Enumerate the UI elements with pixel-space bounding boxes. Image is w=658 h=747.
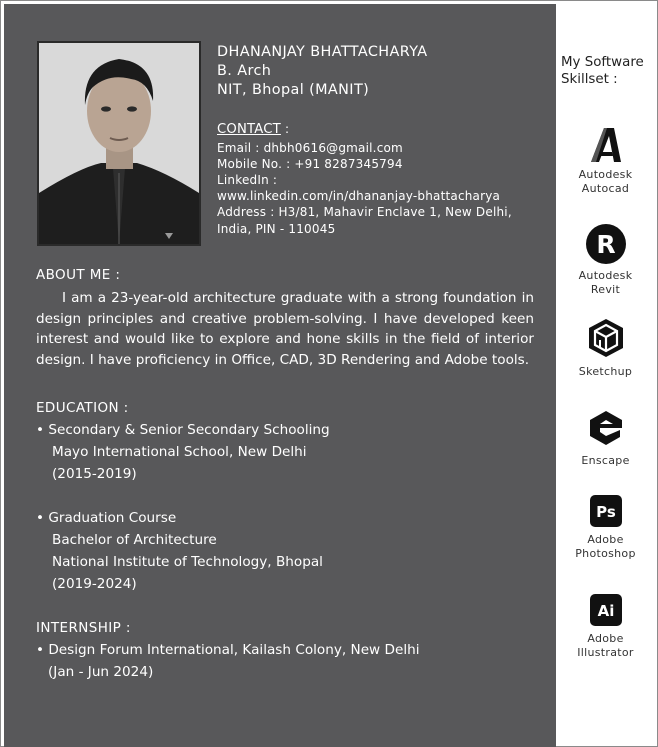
skill-label: Autodesk bbox=[578, 168, 633, 181]
about-heading: ABOUT ME : bbox=[36, 267, 121, 283]
candidate-name: DHANANJAY BHATTACHARYA bbox=[217, 44, 428, 60]
svg-text:Ai: Ai bbox=[597, 602, 614, 620]
education-title: • Secondary & Senior Secondary Schooling bbox=[36, 422, 330, 438]
college: NIT, Bhopal (MANIT) bbox=[217, 82, 370, 98]
skills-sidebar bbox=[557, 4, 654, 745]
svg-text:R: R bbox=[595, 230, 616, 259]
internship-dates: (Jan - Jun 2024) bbox=[48, 664, 154, 680]
contact-address-line1: Address : H3/81, Mahavir Enclave 1, New Delhi, bbox=[217, 205, 512, 220]
skill-label: Autodesk bbox=[578, 269, 633, 282]
skill-label: Photoshop bbox=[575, 547, 636, 560]
internship-title: • Design Forum International, Kailash Colony, New Delhi bbox=[36, 642, 420, 658]
skill-label: Adobe bbox=[587, 632, 624, 645]
skills-heading-line1: My Software bbox=[561, 55, 644, 70]
header-info bbox=[217, 43, 428, 100]
skill-label: Enscape bbox=[581, 454, 630, 467]
skill-label: Revit bbox=[590, 283, 621, 296]
autocad-icon bbox=[588, 126, 624, 164]
profile-photo bbox=[37, 41, 201, 246]
education-line: National Institute of Technology, Bhopal bbox=[52, 554, 323, 570]
illustrator-icon bbox=[589, 593, 623, 627]
enscape-icon bbox=[586, 408, 626, 448]
skill-label: Illustrator bbox=[577, 646, 634, 659]
skills-heading bbox=[561, 54, 644, 88]
svg-text:Ps: Ps bbox=[595, 503, 616, 521]
skill-label: Adobe bbox=[587, 533, 624, 546]
about-text: I am a 23-year-old architecture graduate with a strong foundation in design principles and creative problem-solving. I have developed keen interest and would like to explore and hone skills in the field of interior design. I have proficiency in Office, CAD, 3D Rendering and Adobe tools. bbox=[36, 290, 534, 368]
education-title: • Graduation Course bbox=[36, 510, 177, 526]
internship-heading: INTERNSHIP : bbox=[36, 620, 131, 636]
education-line: (2019-2024) bbox=[52, 576, 137, 592]
about-text-block bbox=[36, 288, 534, 370]
resume-main-panel bbox=[4, 4, 556, 747]
education-line: Bachelor of Architecture bbox=[52, 532, 217, 548]
contact-email[interactable]: Email : dhbh0616@gmail.com bbox=[217, 141, 403, 156]
skill-revit bbox=[557, 223, 654, 297]
education-item bbox=[36, 507, 323, 595]
contact-linkedin-label: LinkedIn : bbox=[217, 173, 278, 188]
contact-linkedin-url[interactable]: www.linkedin.com/in/dhananjay-bhattacharya bbox=[217, 189, 501, 204]
education-line: Mayo International School, New Delhi bbox=[52, 444, 307, 460]
skills-heading-line2: Skillset : bbox=[561, 72, 618, 87]
skill-enscape bbox=[557, 408, 654, 468]
education-line: (2015-2019) bbox=[52, 466, 137, 482]
contact-block bbox=[217, 121, 512, 237]
education-heading: EDUCATION : bbox=[36, 400, 129, 416]
sketchup-icon bbox=[586, 317, 626, 359]
contact-heading-colon: : bbox=[280, 122, 290, 136]
photoshop-icon bbox=[589, 494, 623, 528]
skill-sketchup bbox=[557, 317, 654, 379]
contact-address-line2: India, PIN - 110045 bbox=[217, 221, 336, 236]
contact-heading: CONTACT bbox=[217, 122, 281, 137]
contact-mobile[interactable]: Mobile No. : +91 8287345794 bbox=[217, 157, 403, 172]
skill-label: Autocad bbox=[581, 182, 630, 195]
skill-autocad bbox=[557, 126, 654, 196]
education-item bbox=[36, 419, 330, 485]
skill-illustrator bbox=[557, 593, 654, 660]
internship-item bbox=[36, 639, 420, 683]
revit-icon bbox=[585, 223, 627, 265]
skill-label: Sketchup bbox=[578, 365, 633, 378]
degree: B. Arch bbox=[217, 63, 272, 79]
skill-photoshop bbox=[557, 494, 654, 561]
